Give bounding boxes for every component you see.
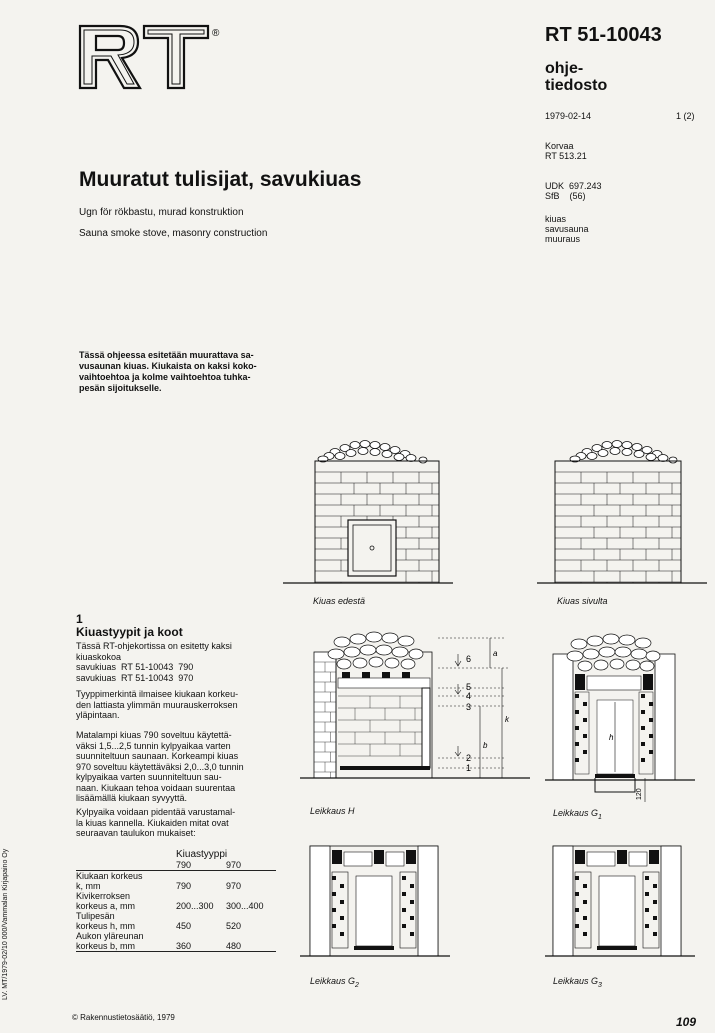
intro-paragraph: Tässä ohjeessa esitetään muurattava sa- vusaunan kiuas. Kiukaista on kaksi koko- vaihtoehtoa ja kolme vaihtoehtoa tuhka- pesän sijoitukselle. — [79, 350, 257, 393]
replaces-info: Korvaa RT 513.21 — [545, 141, 587, 161]
section-h-drawing — [300, 630, 530, 802]
section-title: Kiuastyypit ja koot — [76, 625, 183, 639]
table-col-790: 790 — [176, 860, 226, 871]
level-label-6: 6 — [466, 654, 472, 664]
page-title: Muuratut tulisijat, savukiuas — [79, 168, 362, 191]
section-g2-drawing — [300, 842, 450, 962]
level-label-3: 3 — [466, 702, 472, 712]
dimension-table — [76, 850, 276, 952]
subtitle-swedish: Ugn för rökbastu, murad konstruktion — [79, 207, 244, 218]
level-label-1: 1 — [466, 763, 472, 773]
level-label-4: 4 — [466, 691, 472, 701]
level-label-5: 5 — [466, 682, 472, 692]
keywords: kiuas savusauna muuraus — [545, 214, 589, 244]
issue-date: 1979-02-14 — [545, 111, 592, 121]
section-g3-drawing — [545, 842, 695, 962]
table-col-970: 970 — [226, 860, 276, 871]
section-g1-drawing — [545, 632, 695, 804]
table-row: Kiukaan korkeus k, mm 790 970 — [76, 871, 242, 891]
page-count: 1 (2) — [676, 111, 695, 121]
table-row: Aukon yläreunan korkeus b, mm 360 480 — [76, 931, 276, 952]
dim-label-k: k — [505, 715, 509, 724]
dim-label-b: b — [483, 741, 488, 750]
stove-door — [348, 520, 396, 576]
page-number: 109 — [676, 1015, 697, 1029]
stove-side-view — [537, 436, 707, 588]
caption-front-view: Kiuas edestä — [313, 596, 366, 606]
table-header-label: Kiuastyyppi — [176, 849, 228, 860]
caption-side-view: Kiuas sivulta — [557, 596, 608, 606]
caption-section-g2: Leikkaus $G_2$ — [310, 976, 359, 989]
dim-label-120: 120 — [636, 788, 643, 800]
level-labels — [466, 654, 471, 773]
svg-text:®: ® — [212, 28, 220, 39]
series-name: ohje- tiedosto — [545, 60, 608, 94]
copyright-notice: © Rakennustietosäätiö, 1979 — [72, 1013, 175, 1022]
paragraph-type-marking: Tyyppimerkintä ilmaisee kiukaan korkeu- den lattiasta ylimmän muurauskerroksen yläpintaan. — [76, 689, 239, 720]
rt-logo — [76, 22, 226, 92]
section-number: 1 — [76, 612, 83, 626]
stove-front-view — [283, 436, 453, 588]
caption-section-g3: Leikkaus $G_3$ — [553, 976, 602, 989]
caption-section-g1: Leikkaus $G_1$ — [553, 808, 602, 821]
printer-line: LV. MT/1979-02/10 000/Vammalan Kirjapaino Oy — [2, 848, 9, 1000]
dim-label-h: h — [609, 733, 614, 742]
table-row: Tulipesän korkeus h, mm 450 520 — [76, 911, 242, 931]
caption-section-h: Leikkaus H — [310, 806, 355, 816]
paragraph-lid: Kylpyaika voidaan pidentää varustamal- la kiuas kannella. Kiukaiden mitat ovat seuraavan taulukon mukaiset: — [76, 807, 236, 838]
paragraph-usage: Matalampi kiuas 790 soveltuu käytettä- väksi 1,5...2,5 tunnin kylpyaikaa varten suunniteltuun saunaan. Korkeampi kiuas 970 soveltuu käytettäväksi 2,0...3,0 tunnin kylpyaikaa varten suunniteltuun sau- naan. Kiukaan tehoa voidaan suurentaa lisäämällä kiukaan syvyyttä. — [76, 730, 244, 803]
subtitle-english: Sauna smoke stove, masonry construction — [79, 228, 268, 239]
dim-label-a: a — [493, 649, 498, 658]
level-label-2: 2 — [466, 753, 472, 763]
stone-pile — [318, 441, 427, 464]
classification-codes: UDK 697.243 SfB (56) — [545, 181, 602, 201]
table-row: Kivikerroksen korkeus a, mm 200...300 300...400 — [76, 891, 264, 911]
paragraph-sizes: Tässä RT-ohjekortissa on esitetty kaksi kiuaskokoa savukiuas RT 51-10043 790 savukiuas RT 51-10043 970 — [76, 641, 232, 683]
document-number: RT 51-10043 — [545, 24, 662, 46]
